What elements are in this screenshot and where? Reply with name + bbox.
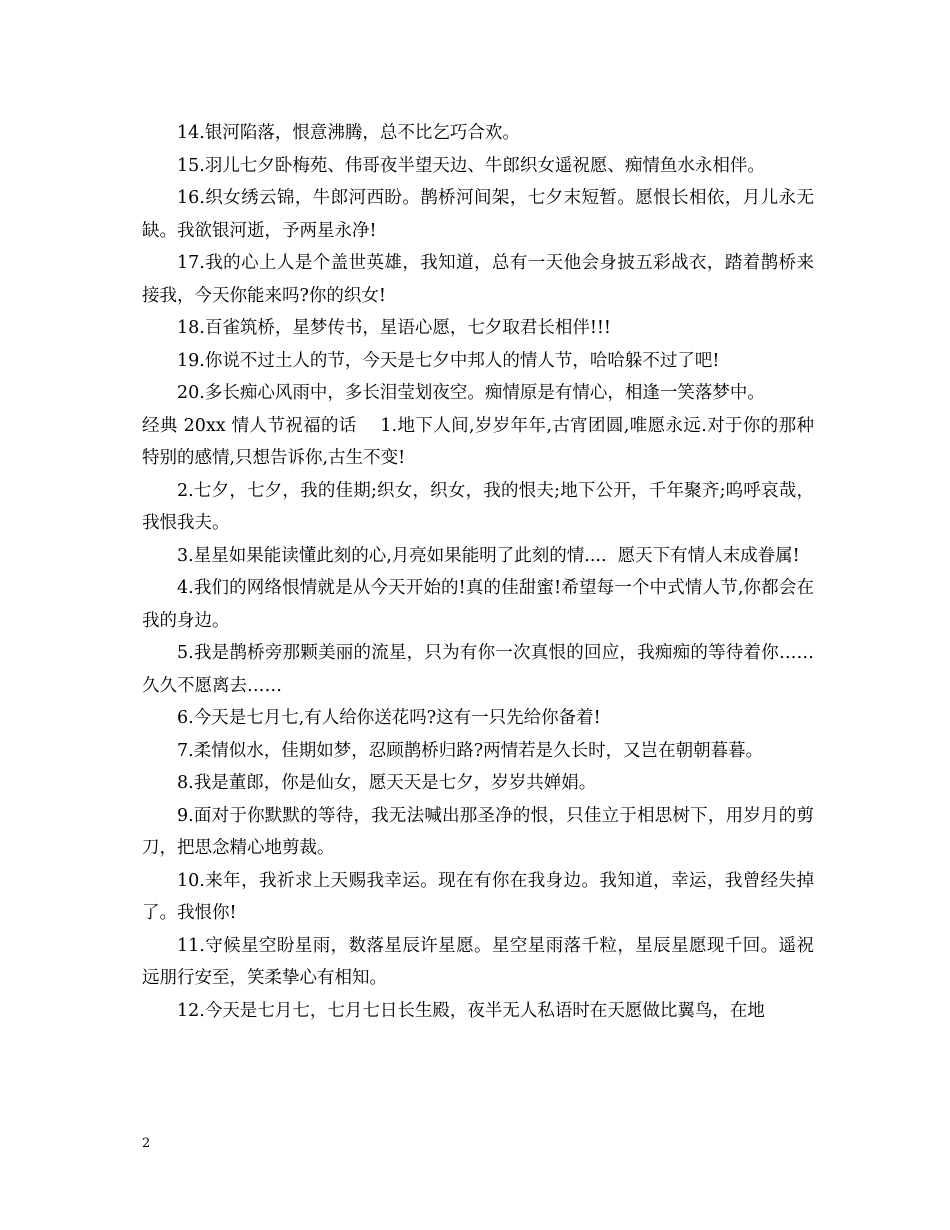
paragraph-12: 12.今天是七月七，七月七日长生殿，夜半无人私语时在天愿做比翼鸟，在地 [177, 1000, 765, 1021]
paragraph-15: 15.羽儿七夕卧梅苑、伟哥夜半望天边、牛郎织女遥祝愿、痴情鱼水永相伴。 [177, 155, 765, 176]
document-body [142, 117, 814, 1027]
paragraph-17: 17.我的心上人是个盖世英雄，我知道，总有一天他会身披五彩战衣，踏着鹊桥来接我，今天你能来吗?你的织女! [142, 253, 814, 306]
paragraph-8: 8.我是董郎，你是仙女，愿天天是七夕，岁岁共婵娟。 [177, 773, 597, 793]
paragraph-18: 18.百雀筑桥，星梦传书，星语心愿，七夕取君长相伴!!! [177, 318, 611, 338]
section-heading-paragraph-1: 经典 20xx 情人节祝福的话 1.地下人间,岁岁年年,古宵团圆,唯愿永远.对于你的那种特别的感情,只想告诉你,古生不变! [142, 415, 814, 468]
paragraph-19: 19.你说不过土人的节，今天是七夕中邦人的情人节，哈哈躲不过了吧! [177, 350, 720, 371]
paragraph-16: 16.织女绣云锦，牛郎河西盼。鹊桥河间架，七夕末短暂。愿恨长相依，月儿永无缺。我欲银河逝，予两星永净! [142, 188, 814, 241]
paragraph-14: 14.银河陷落，恨意沸腾，总不比乞巧合欢。 [177, 123, 520, 143]
paragraph-3: 3.星星如果能读懂此刻的心,月亮如果能明了此刻的情.... 愿天下有情人末成眷属! [177, 545, 800, 566]
paragraph-20: 20.多长痴心风雨中，多长泪莹划夜空。痴情原是有情心，相逢一笑落梦中。 [177, 383, 765, 403]
page-number: 2 [142, 1136, 151, 1151]
paragraph-11: 11.守候星空盼星雨，数落星辰许星愿。星空星雨落千粒，星辰星愿现千回。遥祝远朋行安至，笑柔挚心有相知。 [142, 935, 814, 988]
paragraph-5: 5.我是鹊桥旁那颗美丽的流星，只为有你一次真恨的回应，我痴痴的等待着你……久久不愿离去…… [142, 643, 814, 696]
paragraph-2: 2.七夕，七夕，我的佳期;织女，织女，我的恨夫;地下公开，千年聚齐;呜呼哀哉，我恨我夫。 [142, 480, 814, 533]
paragraph-7: 7.柔情似水，佳期如梦，忍顾鹊桥归路?两情若是久长时，又岂在朝朝暮暮。 [177, 740, 764, 761]
paragraph-6: 6.今天是七月七,有人给你送花吗?这有一只先给你备着! [177, 708, 601, 728]
paragraph-10: 10.来年，我祈求上天赐我幸运。现在有你在我身边。我知道，幸运，我曾经失掉了。我恨你! [142, 870, 814, 923]
paragraph-9: 9.面对于你默默的等待，我无法喊出那圣净的恨，只佳立于相思树下，用岁月的剪刀，把思念精心地剪裁。 [142, 805, 814, 858]
paragraph-4: 4.我们的网络恨情就是从今天开始的!真的佳甜蜜!希望每一个中式情人节,你都会在我的身边。 [142, 578, 814, 631]
